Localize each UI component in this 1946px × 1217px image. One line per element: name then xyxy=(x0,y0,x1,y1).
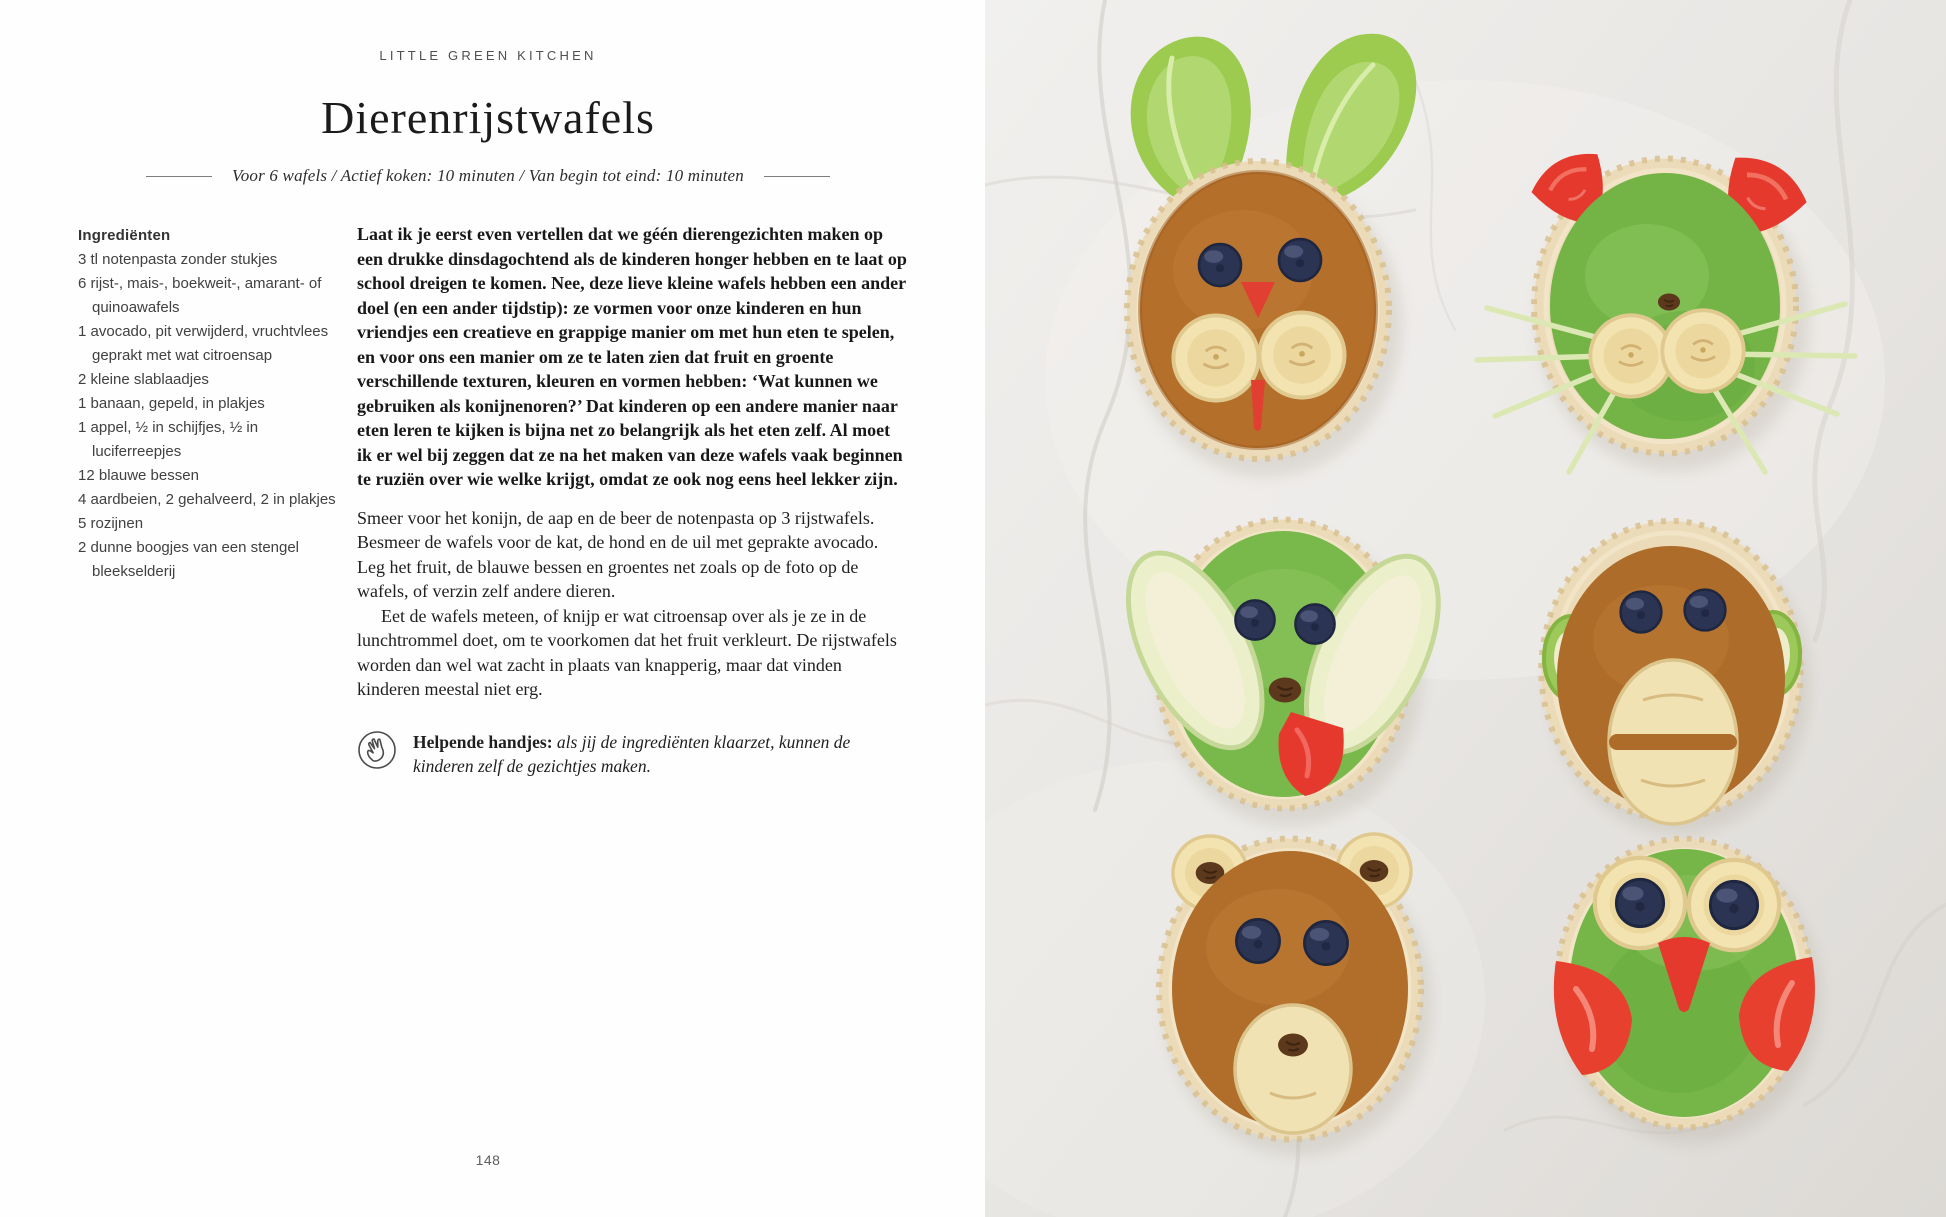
book-brand: LITTLE GREEN KITCHEN xyxy=(379,48,597,63)
blueberry-eye xyxy=(1685,590,1726,631)
ingredients-heading: Ingrediënten xyxy=(78,227,171,244)
ingredients-list xyxy=(78,224,340,584)
banana-muzzle xyxy=(1235,1005,1351,1133)
meta-rule-right xyxy=(764,176,830,177)
serving-paragraph: Eet de wafels meteen, of knijp er wat citroensap over als je ze in de lunchtrommel doet, om te voorkomen dat het fruit verkleurt. De rijstwafels worden dan wel wat zacht in plaats van knapperig, maar dat vinden kinderen meestal niet erg. xyxy=(357,605,897,699)
tip-block xyxy=(357,730,907,778)
ingredient-item: 1 banaan, gepeld, in plakjes xyxy=(78,395,265,412)
ingredient-item: 3 tl notenpasta zonder stukjes xyxy=(78,251,278,268)
banana-cheek xyxy=(1173,315,1258,400)
blueberry-eye xyxy=(1235,600,1274,639)
blueberry-eye xyxy=(1295,604,1334,643)
ingredient-item: 2 kleine slablaadjes xyxy=(78,371,209,388)
meta-rule-left xyxy=(146,176,212,177)
blueberry-eye xyxy=(1236,919,1279,962)
banana-cheek xyxy=(1259,312,1344,397)
ingredient-item: 1 appel, ½ in schijfjes, ½ in luciferreepjes xyxy=(78,419,259,460)
helping-hand-icon xyxy=(357,730,397,777)
recipe-body xyxy=(357,222,907,778)
banana-cheek xyxy=(1662,310,1743,391)
blueberry-eye xyxy=(1279,239,1321,281)
bear-rice-cake xyxy=(1159,834,1421,1139)
recipe-title: Dierenrijstwafels xyxy=(321,92,655,143)
ingredient-item: 4 aardbeien, 2 gehalveerd, 2 in plakjes xyxy=(78,491,336,508)
recipe-meta: Voor 6 wafels / Actief koken: 10 minuten / Van begin tot eind: 10 minuten xyxy=(232,166,744,185)
ingredient-item: 12 blauwe bessen xyxy=(78,467,199,484)
intro-paragraph: Laat ik je eerst even vertellen dat we géén dierengezichten maken op een drukke dinsdagochtend als de kinderen honger hebben en te laat op school dreigen te komen. Nee, deze lieve kleine wafels hebben een ander doel (en een ander tijdstip): ze vormen voor onze kinderen en hun vriendjes een creatieve en grappige manier om met hun eten te spelen, en voor ons een manier om ze te laten zien dat fruit en groente verschillende texturen, kleuren en vormen hebben: ‘Wat kunnen we gebruiken als konijnenoren?’ Dat kinderen op een andere manier naar eten leren te kijken is bijna net zo belangrijk als het eten zelf. Al moet ik er wel bij zeggen dat ze na het maken van deze wafels vaak beginnen te ruziën over wie welke krijgt, omdat ze ook nog eens heel lekker zijn. xyxy=(357,224,907,489)
tip-label: Helpende handjes: xyxy=(413,731,553,752)
tip-text: Helpende handjes: als jij de ingrediënten klaarzet, kunnen de kinderen zelf de gezichtjes maken. xyxy=(413,731,851,776)
banana-muzzle xyxy=(1609,660,1737,824)
raisin-nose xyxy=(1269,678,1302,703)
banana-cheek xyxy=(1590,315,1671,396)
ingredient-item: 2 dunne boogjes van een stengel bleekselderij xyxy=(78,539,300,580)
ingredient-item: 1 avocado, pit verwijderd, vruchtvlees geprakt met wat citroensap xyxy=(78,323,329,364)
blueberry-eye xyxy=(1304,921,1347,964)
recipe-photo xyxy=(985,0,1946,1217)
ingredient-items xyxy=(78,248,340,584)
page-number: 148 xyxy=(475,1152,501,1168)
blueberry-eye xyxy=(1199,244,1241,286)
blueberry-eye xyxy=(1621,592,1662,633)
instructions-paragraph: Smeer voor het konijn, de aap en de beer de notenpasta op 3 rijstwafels. Besmeer de wafels voor de kat, de hond en de uil met geprakte avocado. Leg het fruit, de blauwe bessen en groentes net zoals op de foto op de wafels, of verzin zelf andere dieren. xyxy=(357,507,879,601)
raisin-nose xyxy=(1658,294,1680,311)
ingredient-item: 6 rijst-, mais-, boekweit-, amarant- of quinoawafels xyxy=(78,275,322,316)
recipe-meta-row xyxy=(80,166,896,186)
ingredient-item: 5 rozijnen xyxy=(78,515,144,532)
